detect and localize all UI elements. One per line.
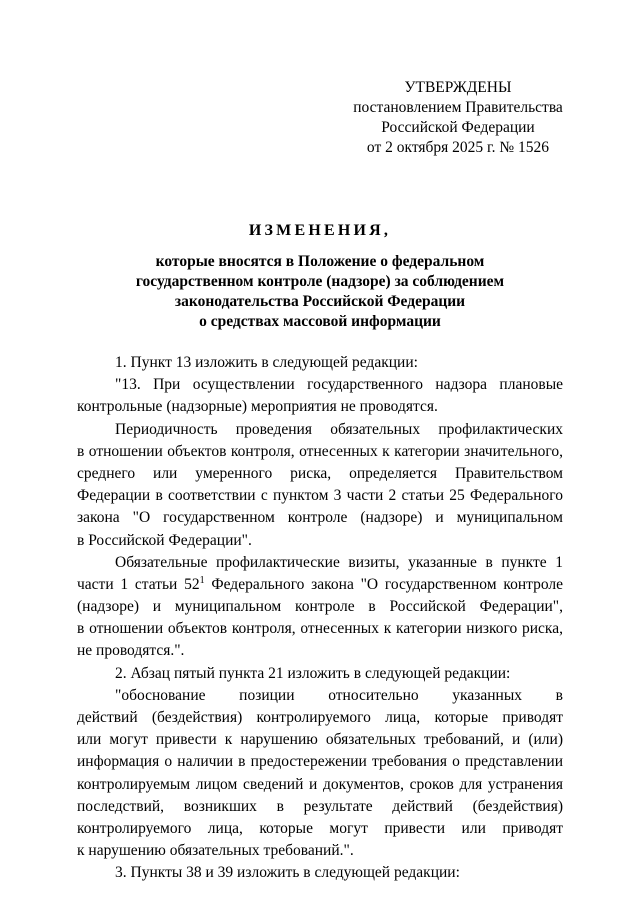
paragraph-item-2: 2. Абзац пятый пункта 21 изложить в следующей редакции: [115,664,511,682]
quote-line: к нарушению обязательных требований.". [77,842,354,860]
subtitle-line: которые вносятся в Положение о федеральном [155,253,485,270]
subtitle-line: законодательства Российской Федерации [174,293,466,310]
approval-line: постановлением Правительства [353,99,563,116]
subtitle-line: государственном контроле (надзоре) за соблюдением [135,273,505,290]
paragraph-line: Обязательные профилактические визиты, указанные в пункте 1 [115,553,563,571]
paragraph-line: среднего или умеренного риска, определяется Правительством [77,464,563,482]
quote-line: контрольные (надзорные) мероприятия не проводятся. [77,398,438,416]
superscript: 1 [199,574,205,586]
subtitle-line: о средствах массовой информации [199,313,441,330]
quote-line: "13. При осуществлении государственного надзора плановые [115,376,563,394]
quote-line: "обоснование позиции относительно указанных в [115,686,563,704]
text-fragment: части 1 статьи 52 [77,575,200,593]
paragraph-line [77,574,563,596]
quote-line: информация о наличии в предостережении требования о представлении [77,753,563,771]
quote-line: действий (бездействия) контролируемого лица, которые приводят [77,709,563,726]
document-body [77,352,563,885]
approval-line: Российской Федерации [381,119,535,136]
paragraph-line: не проводятся.". [77,642,185,660]
approval-stamp [340,78,576,158]
paragraph-item-1: 1. Пункт 13 изложить в следующей редакции: [115,354,418,371]
paragraph-line: в отношении объектов контроля, отнесенных к категории низкого риска, [77,620,563,638]
paragraph-item-3: 3. Пункты 38 и 39 изложить в следующей редакции: [115,864,460,882]
approval-heading: УТВЕРЖДЕНЫ [404,79,512,96]
paragraph-line: Периодичность проведения обязательных профилактических [115,420,563,438]
approval-date: от 2 октября 2025 г. № 1526 [366,139,550,156]
quote-line: последствий, возникших в результате действий (бездействия) [77,797,563,815]
paragraph-line: закона "О государственном контроле (надзоре) и муниципальном [77,509,563,527]
paragraph-line: (надзоре) и муниципальном контроле в Российской Федерации", [77,598,563,616]
document-subtitle [0,252,640,332]
paragraph-line: в Российской Федерации". [77,531,252,549]
text-fragment: Федерального закона "О государственном контроле [204,575,563,593]
document-title: ИЗМЕНЕНИЯ, [248,222,392,239]
quote-line: или могут привести к нарушению обязательных требований, и (или) [77,731,563,749]
paragraph-line: в отношении объектов контроля, отнесенных к категории значительного, [77,442,563,460]
quote-line: контролируемого лица, которые могут привести или приводят [77,819,563,837]
paragraph-line: Федерации в соответствии с пунктом 3 части 2 статьи 25 Федерального [77,487,563,505]
quote-line: контролируемым лицом сведений и документов, сроков для устранения [77,775,563,793]
